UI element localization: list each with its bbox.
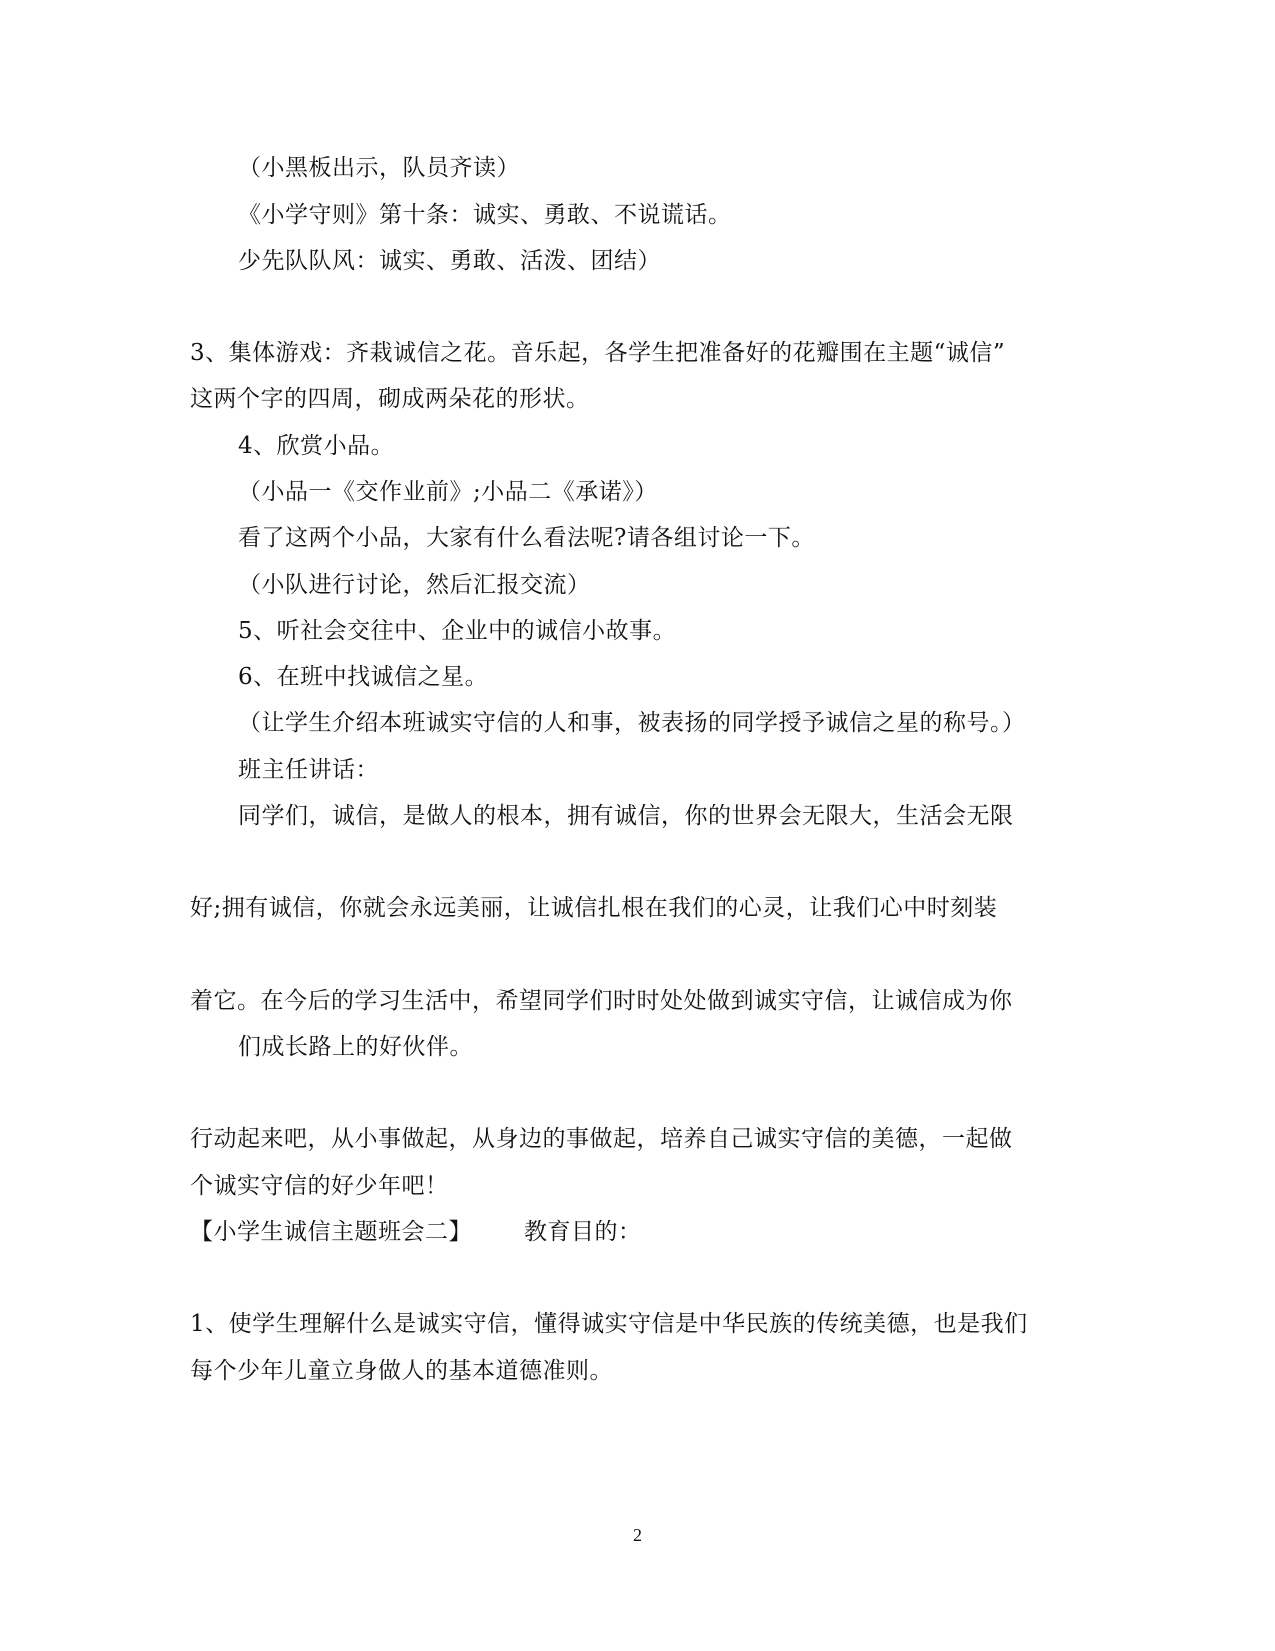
paragraph-line: 每个少年儿童立身做人的基本道德准则。 <box>190 1358 613 1384</box>
paragraph-line: 这两个字的四周，砌成两朵花的形状。 <box>190 386 590 412</box>
paragraph-line: 5、听社会交往中、企业中的诚信小故事。 <box>238 618 677 644</box>
paragraph-line: 个诚实守信的好少年吧！ <box>190 1173 449 1199</box>
paragraph-line: 1、使学生理解什么是诚实守信，懂得诚实守信是中华民族的传统美德，也是我们 <box>190 1311 1028 1337</box>
section-heading: 【小学生诚信主题班会二】 <box>190 1219 472 1245</box>
page-number: 2 <box>633 1525 642 1545</box>
paragraph-line: 好;拥有诚信，你就会永远美丽，让诚信扎根在我们的心灵，让我们心中时刻装 <box>190 895 998 921</box>
paragraph-line: （小黑板出示，队员齐读） <box>238 155 520 181</box>
paragraph-line: 行动起来吧，从小事做起，从身边的事做起，培养自己诚实守信的美德，一起做 <box>190 1126 1013 1152</box>
paragraph-line: 少先队队风：诚实、勇敢、活泼、团结） <box>238 248 661 274</box>
section-heading-row <box>190 1217 642 1247</box>
paragraph-line: （小品一《交作业前》;小品二《承诺》） <box>238 479 658 505</box>
paragraph-line: 6、在班中找诚信之星。 <box>238 664 489 690</box>
paragraph-line: 《小学守则》第十条：诚实、勇敢、不说谎话。 <box>238 202 732 228</box>
section-subheading: 教育目的： <box>524 1219 642 1245</box>
paragraph-line: 看了这两个小品，大家有什么看法呢?请各组讨论一下。 <box>238 525 815 551</box>
paragraph-line: 4、欣赏小品。 <box>238 433 395 459</box>
paragraph-line: 着它。在今后的学习生活中，希望同学们时时处处做到诚实守信，让诚信成为你 <box>190 988 1013 1014</box>
paragraph-line: 3、集体游戏：齐栽诚信之花。音乐起，各学生把准备好的花瓣围在主题“诚信” <box>190 340 1006 366</box>
paragraph-line: 们成长路上的好伙伴。 <box>238 1034 473 1060</box>
paragraph-line: 同学们，诚信，是做人的根本，拥有诚信，你的世界会无限大，生活会无限 <box>238 803 1014 829</box>
paragraph-line: （让学生介绍本班诚实守信的人和事，被表扬的同学授予诚信之星的称号。） <box>238 710 1026 736</box>
paragraph-line: 班主任讲话： <box>238 757 379 783</box>
paragraph-line: （小队进行讨论，然后汇报交流） <box>238 572 591 598</box>
